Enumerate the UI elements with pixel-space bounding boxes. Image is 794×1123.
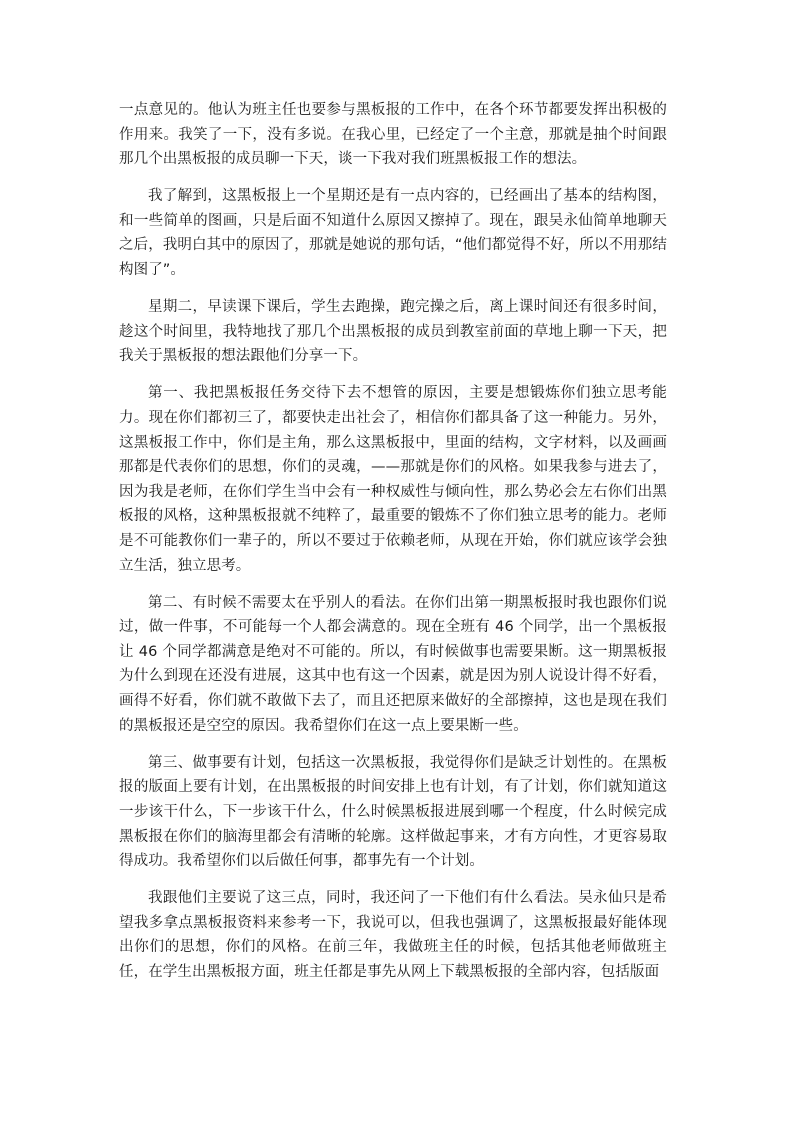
paragraph-7: 我跟他们主要说了这三点，同时，我还问了一下他们有什么看法。吴永仙只是希望我多拿点黑板报资料来参考一下，我说可以，但我也强调了，这黑板报最好能体现出你们的思想，你们的风格。在前三年，我做班主任的时候，包括其他老师做班主任，在学生出黑板报方面，班主任都是事先从网上下载黑板报的全部内容，包括版面 [119, 890, 667, 980]
paragraph-4: 第一、我把黑板报任务交待下去不想管的原因，主要是想锻炼你们独立思考能力。现在你们都初三了，都要快走出社会了，相信你们都具备了这一种能力。另外，这黑板报工作中，你们是主角，那么这黑板报中，里面的结构，文字材料，以及画画那都是代表你们的思想，你们的灵魂，——那就是你们的风格。如果我参与进去了，因为我是老师，在你们学生当中会有一种权威性与倾向性，那么势必会左右你们出黑板报的风格，这种黑板报就不纯粹了，最重要的锻炼不了你们独立思考的能力。老师是不可能教你们一辈子的，所以不要过于依赖老师，从现在开始，你们就应该学会独立生活，独立思考。 [119, 385, 667, 574]
paragraph-3: 星期二，早读课下课后，学生去跑操，跑完操之后，离上课时间还有很多时间，趁这个时间里，我特地找了那几个出黑板报的成员到教室前面的草地上聊一下天，把我关于黑板报的想法跟他们分享一下。 [119, 299, 667, 365]
paragraph-1: 一点意见的。他认为班主任也要参与黑板报的工作中，在各个环节都要发挥出积极的作用来。我笑了一下，没有多说。在我心里，已经定了一个主意，那就是抽个时间跟那几个出黑板报的成员聊一下天，谈一下我对我们班黑板报工作的想法。 [119, 102, 667, 168]
paragraph-6: 第三、做事要有计划，包括这一次黑板报，我觉得你们是缺乏计划性的。在黑板报的版面上要有计划，在出黑板报的时间安排上也有计划，有了计划，你们就知道这一步该干什么，下一步该干什么，什么时候黑板报进展到哪一个程度，什么时候完成黑板报在你们的脑海里都会有清晰的轮廓。这样做起事来，才有方向性，才更容易取得成功。我希望你们以后做任何事，都事先有一个计划。 [119, 754, 667, 870]
document-body [119, 98, 667, 997]
paragraph-5: 第二、有时候不需要太在乎别人的看法。在你们出第一期黑板报时我也跟你们说过，做一件事，不可能每一个人都会满意的。现在全班有 46 个同学，出一个黑板报让 46 个同学都满意是绝对不可能的。所以，有时候做事也需要果断。这一期黑板报为什么到现在还没有进展，这其中也有这一个因素，就是因为别人说设计得不好看，画得不好看，你们就不敢做下去了，而且还把原来做好的全部擦掉，这也是现在我们的黑板报还是空空的原因。我希望你们在这一点上要果断一些。 [119, 594, 667, 734]
paragraph-2: 我了解到，这黑板报上一个星期还是有一点内容的，已经画出了基本的结构图，和一些简单的图画，只是后面不知道什么原因又擦掉了。现在，跟吴永仙简单地聊天之后，我明白其中的原因了，那就是她说的那句话，“他们都觉得不好，所以不用那结构图了”。 [119, 188, 667, 279]
